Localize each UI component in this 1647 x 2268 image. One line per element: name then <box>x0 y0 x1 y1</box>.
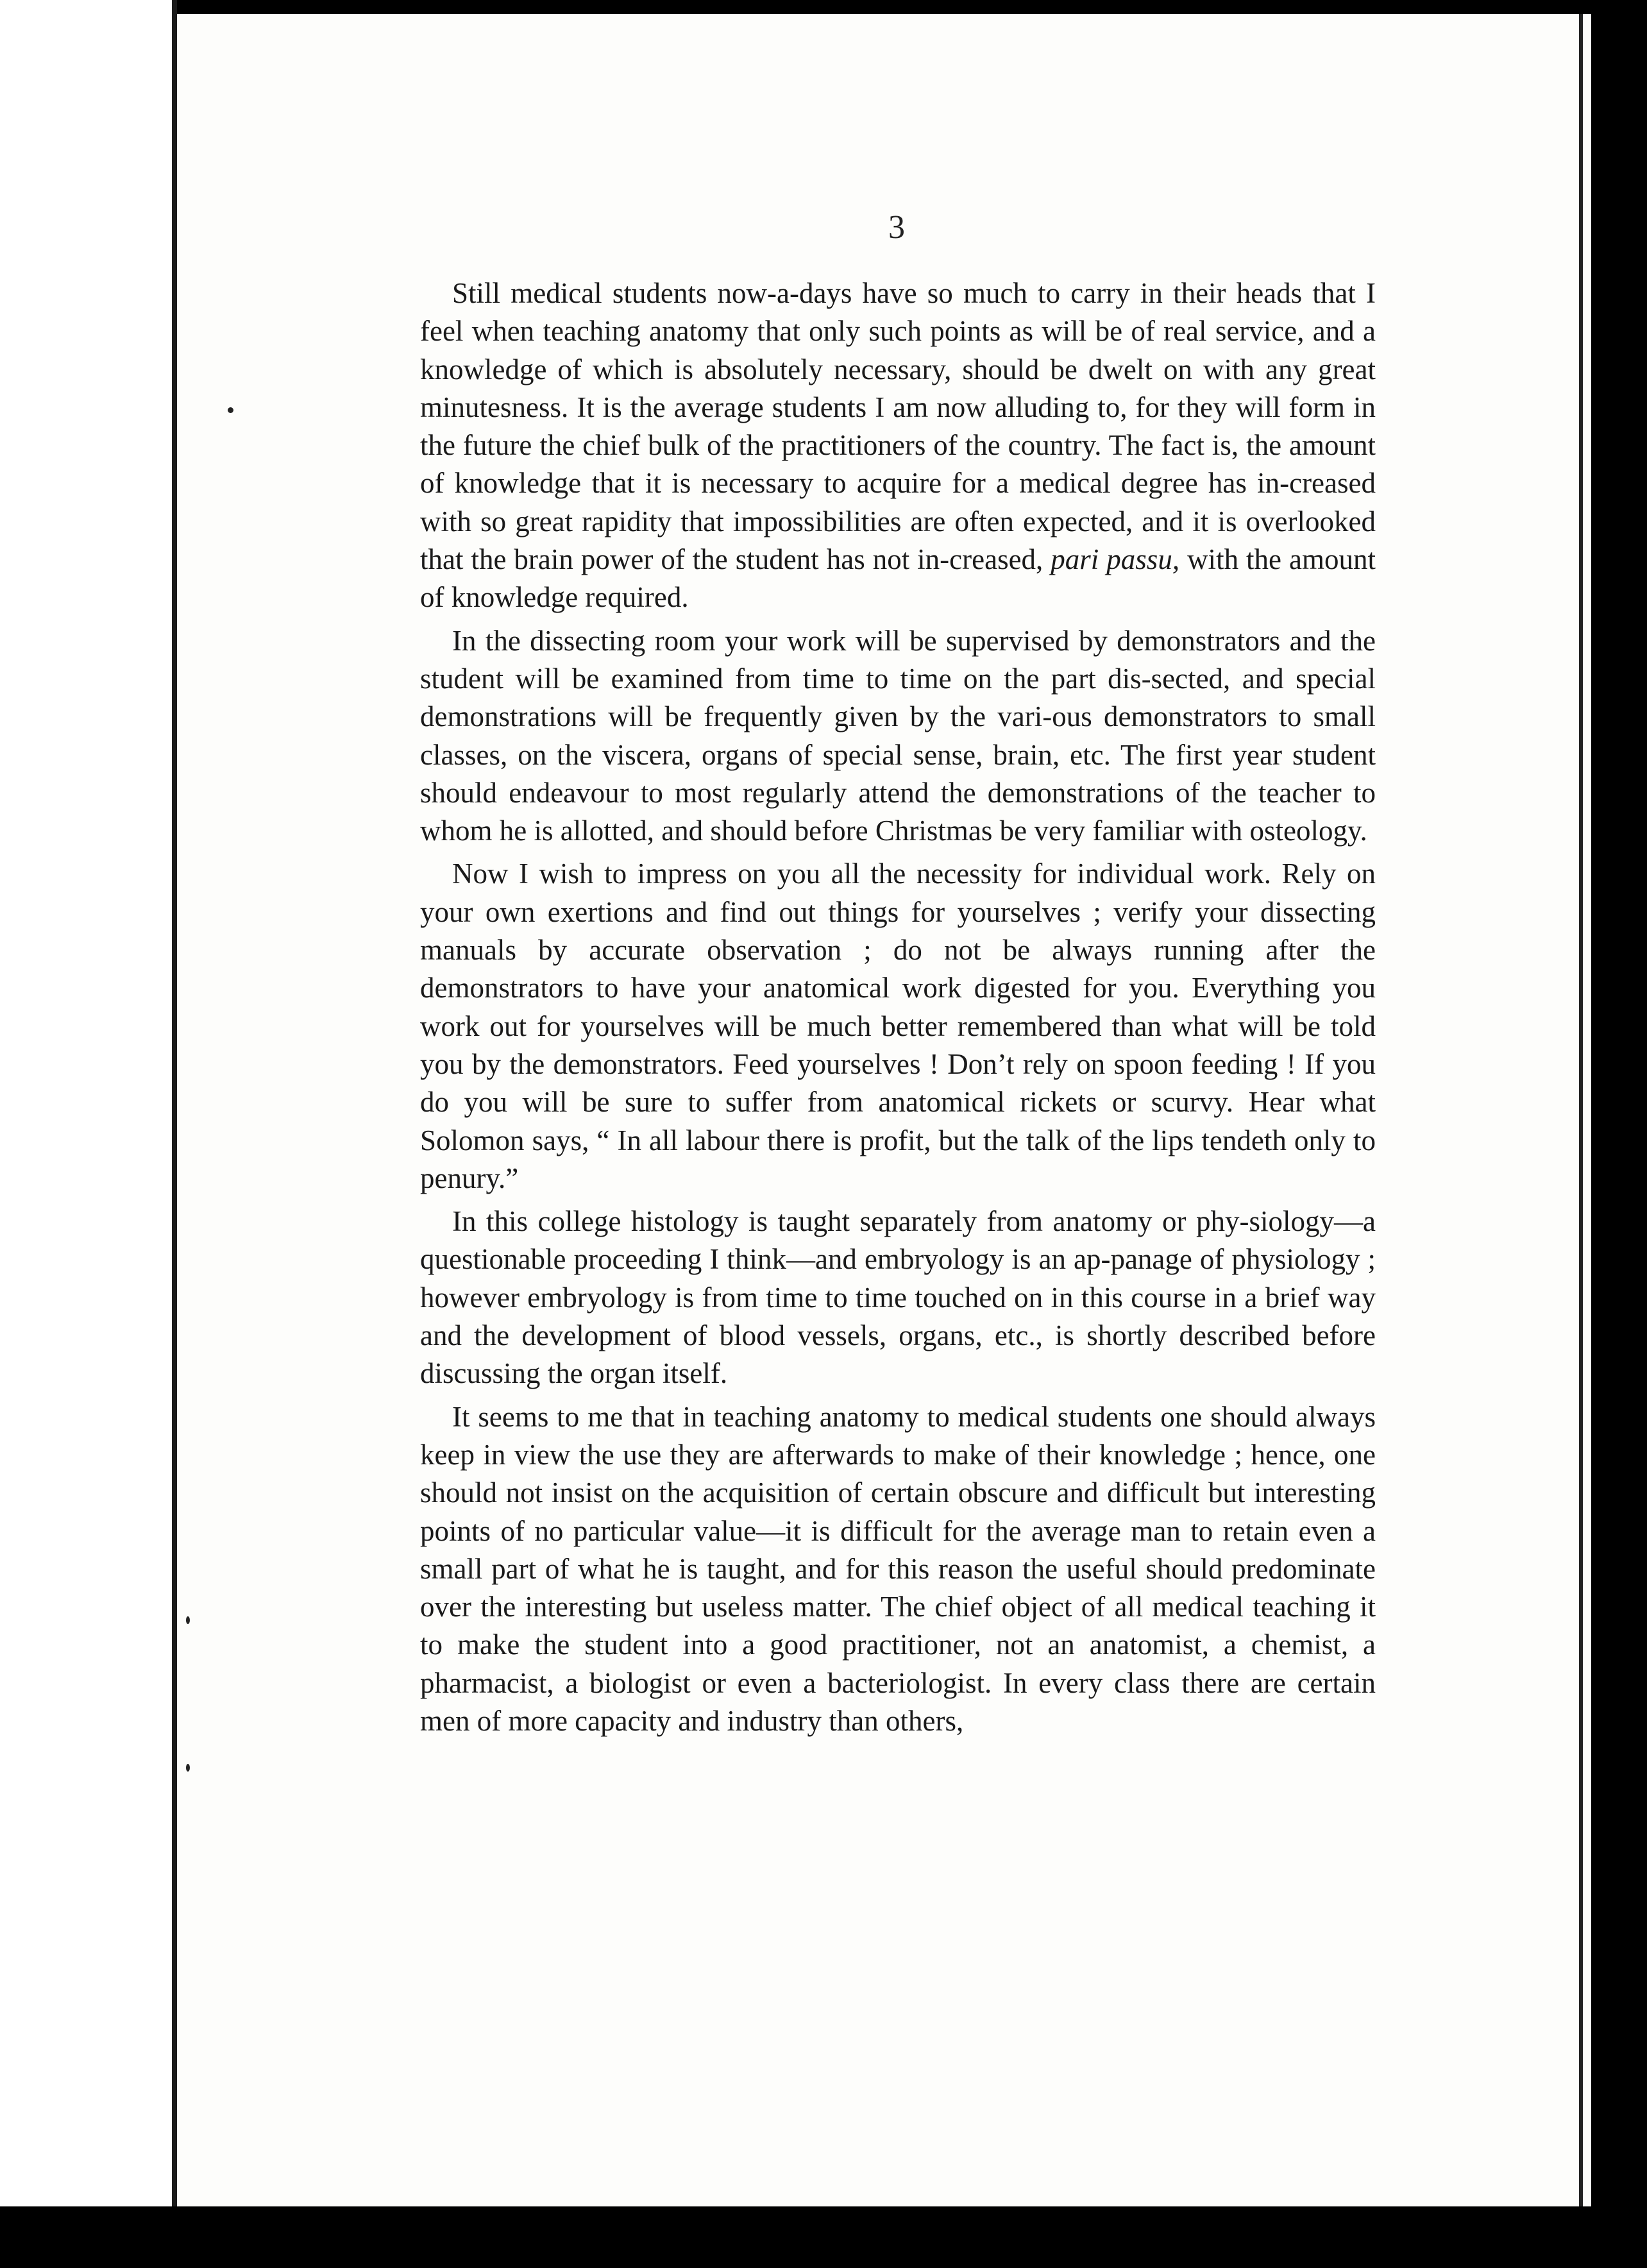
scan-left-edge <box>172 0 177 2206</box>
scan-right-edge <box>1579 14 1583 2206</box>
paragraph: In this college histology is taught separately from anatomy or phy-siology—a questionable proceeding I think—and embryology is an ap-panage of physiology ; however embryology is from time to time touched on in this course in a brief way and the development of blood vessels, organs, etc., is shortly described before discussing the organ itself. <box>420 1205 1376 1390</box>
paragraph-text: Still medical students now-a-days have so much to carry in their heads that I feel when teaching anatomy that only such points as will be of real service, and a knowledge of which is absolutely necessary, should be dwelt on with any great minutesness. It is the average students I am now alluding to, for they will form in the future the chief bulk of the practitioners of the country. The fact is, the amount of knowledge that it is necessary to acquire for a medical degree has in-creased with so great rapidity that impossibilities are often expected, and it is overlooked that the brain power of the student has not in-creased, <box>420 277 1376 576</box>
paragraph <box>420 275 1376 617</box>
scan-left-margin <box>0 0 172 2268</box>
scan-bottom-border <box>0 2206 1647 2268</box>
scan-top-border <box>0 0 1647 14</box>
paragraph: It seems to me that in teaching anatomy to medical students one should always keep in view the use they are afterwards to make of their knowledge ; hence, one should not insist on the acquisition of certain obscure and difficult but interesting points of no particular value—it is difficult for the average man to retain even a small part of what he is taught, and for this reason the useful should predominate over the interesting but useless matter. The chief object of all medical teaching it to make the student into a good practitioner, not an anatomist, a chemist, a pharmacist, a biologist or even a bacteriologist. In every class there are certain men of more capacity and industry than others, <box>420 1400 1376 1737</box>
page-number: 3 <box>888 209 905 246</box>
body-text <box>420 275 1376 1745</box>
margin-speck <box>228 407 233 413</box>
scan-right-border <box>1591 0 1647 2268</box>
italic-phrase: pari passu, <box>1051 543 1180 576</box>
margin-speck <box>186 1764 190 1772</box>
paragraph: Now I wish to impress on you all the necessity for individual work. Rely on your own exertions and find out things for yourselves ; verify your dissecting manuals by accurate observation ; do not be always running after the demonstrators to have your anatomical work digested for you. Everything you work out for yourselves will be much better remembered than what will be told you by the demonstrators. Feed yourselves ! Don’t rely on spoon feeding ! If you do you will be sure to suffer from anatomical rickets or scurvy. Hear what Solomon says, “ In all labour there is profit, but the talk of the lips tendeth only to penury.” <box>420 858 1376 1194</box>
paragraph-text: with the amount of knowledge required. <box>420 543 1376 614</box>
margin-speck <box>186 1616 190 1624</box>
paragraph: In the dissecting room your work will be supervised by demonstrators and the student will be examined from time to time on the part dis-sected, and special demonstrations will be frequently given by the vari-ous demonstrators to small classes, on the viscera, organs of special sense, brain, etc. The first year student should endeavour to most regularly attend the demonstrations of the teacher to whom he is allotted, and should before Christmas be very familiar with osteology. <box>420 624 1376 847</box>
